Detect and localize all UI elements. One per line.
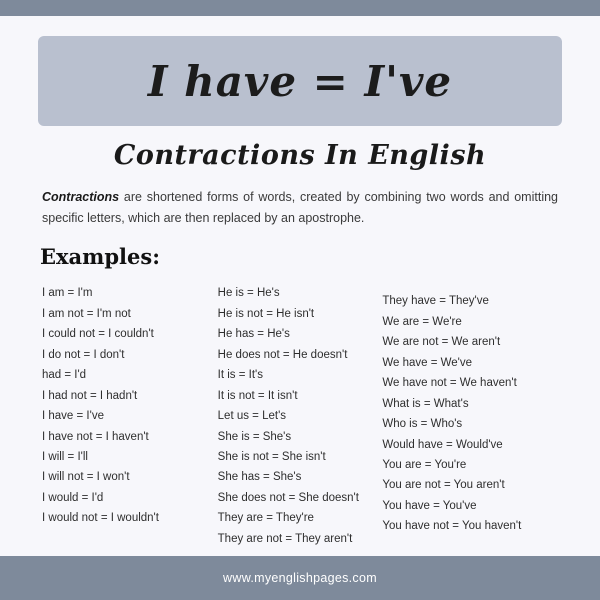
list-item: I am not = I'm not [42, 307, 131, 320]
list-item: She is not = She isn't [217, 451, 326, 463]
page-title: Contractions In English [113, 140, 487, 171]
list-item: He is = He's [217, 287, 280, 300]
list-item: You have = You've [382, 499, 477, 512]
intro-body-text: are shortened forms of words, created by combining two words and omitting specific letters, which are then replaced by an apostrophe. [42, 190, 558, 225]
examples-columns [38, 283, 562, 549]
list-item: They have = They've [382, 295, 489, 308]
list-item: I do not = I don't [42, 348, 125, 361]
footer-bar [0, 556, 600, 600]
list-item: I have = I've [42, 410, 104, 423]
list-item: I would not = I wouldn't [42, 512, 159, 525]
list-item: She does not = She doesn't [217, 491, 359, 504]
hero-banner [38, 36, 562, 126]
list-item: I am = I'm [42, 287, 93, 300]
list-item: What is = What's [382, 397, 469, 410]
list-item: He is not = He isn't [217, 307, 315, 320]
list-item: We have not = We haven't [382, 377, 517, 390]
hero-banner-text: I have = I've [147, 56, 453, 106]
intro-lead-word: Contractions [42, 190, 120, 204]
list-item: I have not = I haven't [42, 430, 149, 443]
list-item: I will not = I won't [42, 471, 130, 484]
examples-column-1 [42, 283, 218, 549]
list-item: She is = She's [217, 430, 292, 443]
list-item: I will = I'll [42, 451, 88, 463]
list-item: had = I'd [42, 369, 87, 382]
list-item: Would have = Would've [382, 438, 503, 451]
list-item: I could not = I couldn't [42, 328, 154, 341]
list-item: Who is = Who's [382, 418, 463, 431]
list-item: They are not = They aren't [217, 532, 353, 545]
footer-website-url[interactable]: www.myenglishpages.com [223, 571, 377, 585]
list-item: You are = You're [382, 459, 467, 471]
intro-paragraph [38, 187, 562, 228]
list-item: Let us = Let's [217, 410, 287, 423]
examples-heading: Examples: [40, 244, 160, 270]
list-item: I had not = I hadn't [42, 389, 138, 402]
content-area [0, 16, 600, 556]
examples-column-3 [382, 283, 562, 549]
examples-column-2 [218, 283, 383, 549]
list-item: They are = They're [217, 512, 314, 525]
list-item: You are not = You aren't [382, 479, 505, 492]
list-item: You have not = You haven't [382, 520, 522, 533]
list-item: He has = He's [217, 328, 290, 341]
list-item: He does not = He doesn't [217, 348, 348, 361]
list-item: We have = We've [382, 356, 473, 369]
list-item: I would = I'd [42, 491, 104, 504]
top-accent-bar [0, 0, 600, 16]
list-item: It is not = It isn't [217, 389, 298, 402]
list-item: She has = She's [217, 471, 302, 484]
list-item: We are = We're [382, 315, 462, 328]
list-item: It is = It's [217, 369, 263, 382]
list-item: We are not = We aren't [382, 336, 501, 349]
